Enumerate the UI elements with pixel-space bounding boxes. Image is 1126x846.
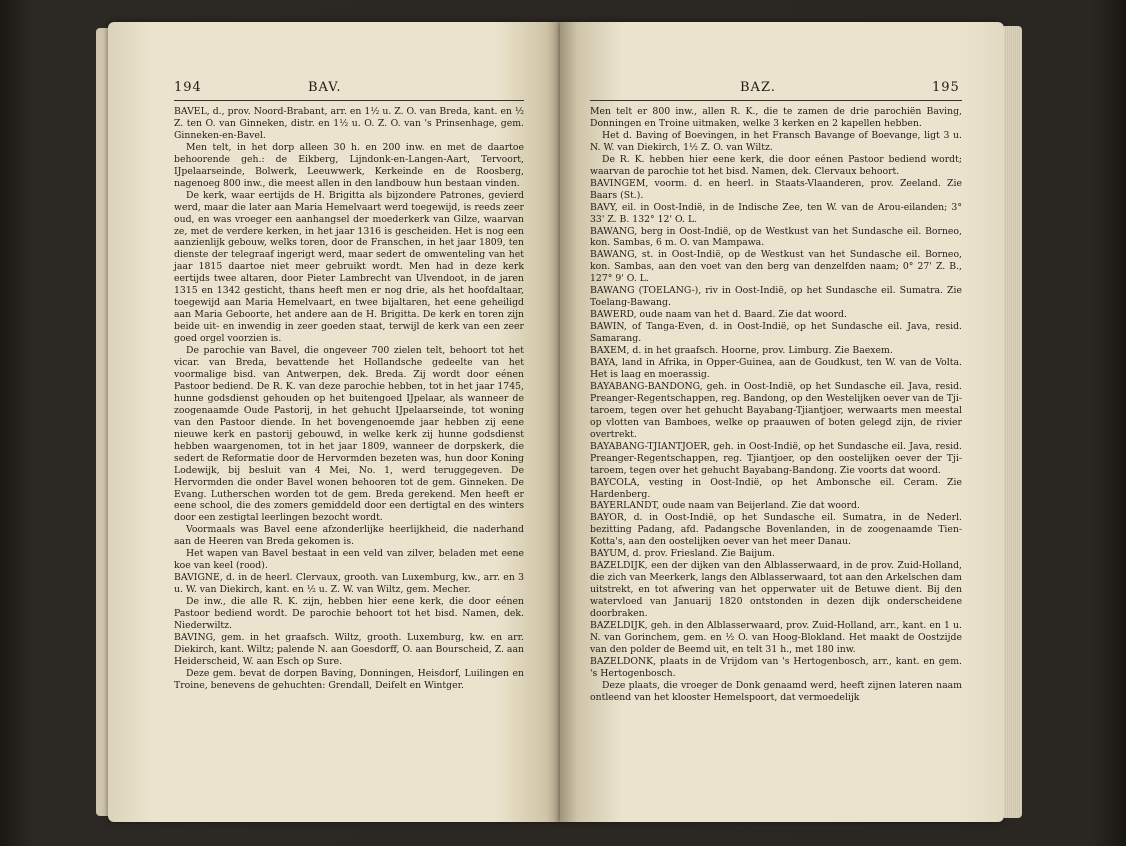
paragraph: De parochie van Bavel, die ongeveer 700 zielen telt, behoort tot het vicar. van Breda, bevattende het Hollandsche gedeelte van het voormalige bisd. van Antwerpen, dek. Breda. Zij wordt door eénen Pastoor bediend. De R. K. van deze parochie hebben, tot in het jaar 1745, hunne godsdienst gehouden op het buitengoed IJpelaar, als wanneer de zoogenaamde Oude Pastorij, in het gehucht IJpelaarseinde, tot woning van den Pastoor diende. In het bovengenoemde jaar hebben zij eene nieuwe kerk en pastorij gebouwd, in welke kerk zij hunne godsdienst hebben waargenomen, tot in het jaar 1809, wanneer de dorpskerk, die sedert de Reformatie door de Hervormden bezeten was, hun door Koning Lodewijk, bij besluit van 4 Mei, No. 1, werd teruggegeven. De Hervormden die onder Bavel wonen behooren tot de gem. Ginneken. De Evang. Lutherschen worden tot de gem. Breda gerekend. Men heeft er eene school, die des zomers gemiddeld door een dertigtal en des winters door een zestigtal leerlingen bezocht wordt. (174, 345, 524, 524)
paragraph: BAXEM, d. in het graafsch. Hoorne, prov. Limburg. Zie Baexem. (590, 345, 893, 357)
paragraph: Het wapen van Bavel bestaat in een veld van zilver, beladen met eene koe van keel (rood). (174, 548, 524, 572)
paragraph: Deze plaats, die vroeger de Donk genaamd werd, heeft zijnen lateren naam ontleend van het klooster Hemelspoort, dat vermoedelijk (590, 679, 962, 703)
page-edges-left (96, 28, 108, 816)
paragraph: De inw., die alle R. K. zijn, hebben hier eene kerk, die door eénen Pastoor bediend wordt. De parochie behoort tot het bisd. Namen, dek. Niederwiltz. (174, 596, 524, 631)
paragraph: BAYA, land in Afrika, in Opper-Guinea, aan de Goudkust, ten W. van de Volta. Het is laag en moerassig. (590, 357, 962, 380)
paragraph: BAZELDIJK, geh. in den Alblasserwaard, prov. Zuid-Holland, arr., kant. en 1 u. N. van Gorinchem, gem. en ½ O. van Hoog-Blokland. Het maakt de Oostzijde van den polder de Beemd uit, en telt 31 h., met 180 inw. (590, 619, 962, 655)
right-page (560, 22, 1004, 822)
paragraph: BAVIGNE, d. in de heerl. Clervaux, grooth. van Luxemburg, kw., arr. en 3 u. W. van Diekirch, kant. en ½ u. Z. W. van Wiltz, gem. Mecher. (174, 572, 524, 596)
header-rule (174, 100, 524, 101)
paragraph: Men telt, in het dorp alleen 30 h. en 200 inw. en met de daartoe behoorende geh.: de Eikberg, Lijndonk-en-Langen-Aart, Tervoort, IJpelaarseinde, Bolwerk, Leeuwwerk, Kerkeinde en de Roosberg, nagenoeg 800 inw., die meest allen in den landbouw hun bestaan vinden. (174, 141, 524, 189)
paragraph: Men telt er 800 inw., allen R. K., die te zamen de drie parochiën Baving, Donningen en Troine uitmaken, welke 3 kerken en 2 kapellen hebben. (590, 106, 962, 129)
paragraph: BAZELDONK, plaats in de Vrijdom van 's Hertogenbosch, arr., kant. en gem. 's Hertogenbosch. (590, 655, 962, 679)
running-head: BAV. (308, 80, 342, 95)
text-column (174, 106, 524, 692)
paragraph: BAWERD, oude naam van het d. Baard. Zie dat woord. (590, 309, 847, 321)
text-column (590, 106, 962, 704)
paragraph: BAVEL, d., prov. Noord-Brabant, arr. en 1½ u. Z. O. van Breda, kant. en ½ Z. ten O. van Ginneken, distr. en 1½ u. O. Z. O. van 's Prinsenhage, gem. Ginneken-en-Bavel. (174, 106, 524, 141)
paragraph: BAWANG (TOELANG-), riv in Oost-Indië, op het Sundasche eil. Sumatra. Zie Toelang-Bawang. (590, 285, 962, 309)
paragraph: BAYERLANDT, oude naam van Beijerland. Zie dat woord. (590, 500, 860, 512)
page-edges-right (1004, 26, 1022, 818)
running-head: BAZ. (740, 80, 776, 95)
paragraph: BAVING, gem. in het graafsch. Wiltz, grooth. Luxemburg, kw. en arr. Diekirch, kant. Wiltz; palende N. aan Goesdorff, O. aan Bourscheid, Z. aan Heiderscheid, W. aan Esch op Sure. (174, 631, 524, 667)
paragraph: BAWANG, berg in Oost-Indië, op de Westkust van het Sundasche eil. Borneo, kon. Sambas, 6 m. O. van Mampawa. (590, 225, 962, 249)
paragraph: BAVINGEM, voorm. d. en heerl. in Staats-Vlaanderen, prov. Zeeland. Zie Baars (St.). (590, 177, 962, 201)
paragraph: Deze gem. bevat de dorpen Baving, Donningen, Heisdorf, Luilingen en Troine, benevens de gehuchten: Grendall, Deifelt en Wintger. (174, 667, 524, 691)
paragraph: Het d. Baving of Boevingen, in het Fransch Bavange of Boevange, ligt 3 u. N. W. van Diekirch, 1½ Z. O. van Wiltz. (590, 129, 962, 153)
paragraph: Voormaals was Bavel eene afzonderlijke heerlijkheid, die naderhand aan de Heeren van Breda gekomen is. (174, 524, 524, 548)
page-number: 195 (932, 80, 960, 95)
header-rule (590, 100, 962, 101)
paragraph: De kerk, waar eertijds de H. Brigitta als bijzondere Patrones, gevierd werd, maar die later aan Maria Hemelvaart werd toegewijd, is reeds zeer oud, en was vroeger een aanhangsel der moederkerk van Gilze, waarvan ze, met de verdere kerken, in het jaar 1316 is gescheiden. Het is nog een aanzienlijk gebouw, welks toren, door de Franschen, in het jaar 1809, ten dienste der telegraaf ingerigt werd, maar sedert de omwenteling van het jaar 1815 daartoe niet meer gebruikt wordt. Men had in deze kerk eertijds twee altaren, door Pieter Lambrecht van Ulvendoot, in de jaren 1315 en 1342 gesticht, thans heeft men er nog drie, als het hoofdaltaar, toegewijd aan Maria Hemelvaart, en twee bijaltaren, het eene geheiligd aan Maria Geboorte, het andere aan de H. Brigitta. De kerk en toren zijn beide uit- en inwendig in zeer goeden staat, terwijl de kerk van een zeer goed orgel voorzien is. (174, 189, 524, 345)
left-page (108, 22, 560, 822)
paragraph: BAWIN, of Tanga-Even, d. in Oost-Indië, op het Sundasche eil. Java, resid. Samarang. (590, 321, 962, 345)
paragraph: BAWANG, st. in Oost-Indië, op de Westkust van het Sundasche eil. Borneo, kon. Sambas, aan den voet van den berg van denzelfden naam; 0° 27' Z. B., 127° 9' O. L. (590, 249, 962, 285)
paragraph: BAYABANG-TJIANTJOER, geh. in Oost-Indië, op het Sundasche eil. Java, resid. Preanger-Regentschappen, reg. Tjiantjoer, op den oostelijken oever der Tji-taroem, tegen over het gehucht Bayabang-Bandong. Zie voorts dat woord. (590, 440, 962, 476)
paragraph: BAZELDIJK, een der dijken van den Alblasserwaard, in de prov. Zuid-Holland, die zich van Meerkerk, langs den Alblasserwaard, tot aan den Arkelschen dam uitstrekt, en tot afwering van het opperwater uit de Betuwe dient. Bij den watervloed van Januarij 1820 ontstonden in dezen dijk onderscheidene doorbraken. (590, 560, 962, 620)
paragraph: BAYCOLA, vesting in Oost-Indië, op het Ambonsche eil. Ceram. Zie Hardenberg. (590, 476, 962, 500)
paragraph: BAYUM, d. prov. Friesland. Zie Baijum. (590, 548, 775, 560)
paragraph: De R. K. hebben hier eene kerk, die door eénen Pastoor bediend wordt; waarvan de parochie tot het bisd. Namen, dek. Clervaux behoort. (590, 153, 962, 177)
page-number: 194 (174, 80, 202, 95)
paragraph: BAYOR, d. in Oost-Indië, op het Sundasche eil. Sumatra, in de Nederl. bezitting Padang, afd. Padangsche Bovenlanden, in de zoogenaamde Tien-Kotta's, aan den oostelijken oever van het meer Danau. (590, 512, 962, 548)
paragraph: BAVY, eil. in Oost-Indië, in de Indische Zee, ten W. van de Arou-eilanden; 3° 33' Z. B. 132° 12' O. L. (590, 201, 962, 225)
paragraph: BAYABANG-BANDONG, geh. in Oost-Indië, op het Sundasche eil. Java, resid. Preanger-Regentschappen, reg. Bandong, op den Westelijken oever van de Tji-taroem, tegen over het gehucht Bayabang-Tjiantjoer, werwaarts men meestal op vlotten van Bamboes, welke op praauwen of boten gelegd zijn, de rivier overtrekt. (590, 380, 962, 440)
